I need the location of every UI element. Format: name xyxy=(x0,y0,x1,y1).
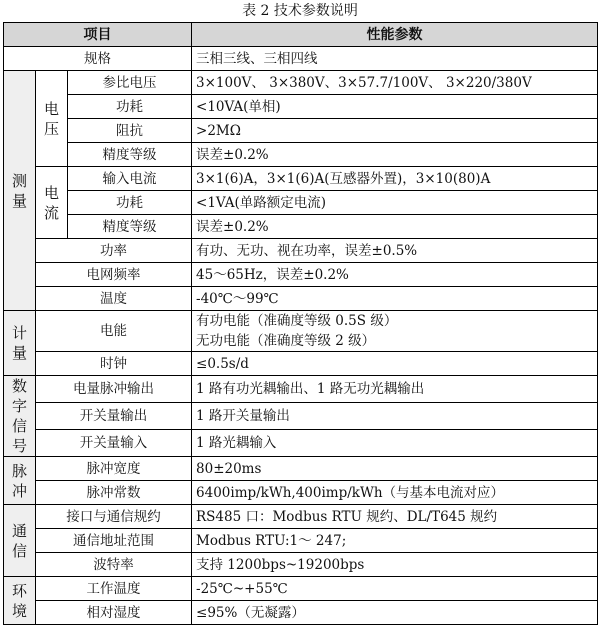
table-row xyxy=(4,287,598,311)
row-value: -25℃~+55℃ xyxy=(192,577,598,601)
table-row xyxy=(4,553,598,577)
group-communication: 通 信 xyxy=(4,505,36,577)
row-label: 接口与通信规约 xyxy=(36,505,192,529)
table-header-row xyxy=(4,23,598,47)
row-value: RS485 口：Modbus RTU 规约、DL/T645 规约 xyxy=(192,505,598,529)
table-row xyxy=(4,403,598,430)
table-row xyxy=(4,71,598,95)
table-row xyxy=(4,601,598,625)
row-value: 3×100V、 3×380V、3×57.7/100V、 3×220/380V xyxy=(192,71,598,95)
row-label: 功耗 xyxy=(68,95,192,119)
table-row xyxy=(4,376,598,403)
row-value: 误差±0.2% xyxy=(192,215,598,239)
row-value: ≤0.5s/d xyxy=(192,352,598,376)
row-label: 阻抗 xyxy=(68,119,192,143)
row-label: 波特率 xyxy=(36,553,192,577)
row-label: 电量脉冲输出 xyxy=(36,376,192,403)
row-value: 1 路光耦输入 xyxy=(192,430,598,457)
row-label: 脉冲宽度 xyxy=(36,457,192,481)
header-item: 项目 xyxy=(4,23,192,47)
row-value: 1 路开关量输出 xyxy=(192,403,598,430)
row-label: 功率 xyxy=(36,239,192,263)
table-row xyxy=(4,505,598,529)
row-value xyxy=(192,311,598,352)
table-row xyxy=(4,239,598,263)
row-label: 规格 xyxy=(4,47,192,71)
row-label: 精度等级 xyxy=(68,143,192,167)
row-value: Modbus RTU:1～ 247; xyxy=(192,529,598,553)
table-row xyxy=(4,215,598,239)
table-row xyxy=(4,577,598,601)
row-label: 开关量输入 xyxy=(36,430,192,457)
header-performance: 性能参数 xyxy=(192,23,598,47)
row-label: 电能 xyxy=(36,311,192,352)
row-value: <1VA(单路额定电流) xyxy=(192,191,598,215)
group-environment: 环 境 xyxy=(4,577,36,625)
row-label: 时钟 xyxy=(36,352,192,376)
table-caption: 表 2 技术参数说明 xyxy=(242,3,358,19)
table-row xyxy=(4,119,598,143)
row-value: 1 路有功光耦输出、1 路无功光耦输出 xyxy=(192,376,598,403)
row-value: 有功、无功、视在功率，误差±0.5% xyxy=(192,239,598,263)
table-row xyxy=(4,457,598,481)
row-label: 参比电压 xyxy=(68,71,192,95)
row-value: >2MΩ xyxy=(192,119,598,143)
table-row xyxy=(4,481,598,505)
row-label: 功耗 xyxy=(68,191,192,215)
row-value: -40℃～99℃ xyxy=(192,287,598,311)
tech-spec-table xyxy=(3,22,598,625)
row-label: 工作温度 xyxy=(36,577,192,601)
row-label: 相对湿度 xyxy=(36,601,192,625)
energy-active: 有功电能（准确度等级 0.5S 级） xyxy=(196,313,398,329)
table-row xyxy=(4,47,598,71)
row-label: 输入电流 xyxy=(68,167,192,191)
row-value: 80±20ms xyxy=(192,457,598,481)
subgroup-voltage: 电 压 xyxy=(36,71,68,167)
row-label: 开关量输出 xyxy=(36,403,192,430)
row-label: 温度 xyxy=(36,287,192,311)
table-row xyxy=(4,311,598,352)
table-row xyxy=(4,95,598,119)
row-label: 通信地址范围 xyxy=(36,529,192,553)
row-label: 精度等级 xyxy=(68,215,192,239)
row-value: ≤95%（无凝露） xyxy=(192,601,598,625)
row-value: 6400imp/kWh,400imp/kWh（与基本电流对应） xyxy=(192,481,598,505)
group-measure: 测 量 xyxy=(4,71,36,311)
group-pulse: 脉 冲 xyxy=(4,457,36,505)
row-value: 3×1(6)A，3×1(6)A(互感器外置)，3×10(80)A xyxy=(192,167,598,191)
table-row xyxy=(4,352,598,376)
row-value: 三相三线、三相四线 xyxy=(192,47,598,71)
table-row xyxy=(4,263,598,287)
table-row xyxy=(4,167,598,191)
subgroup-current: 电 流 xyxy=(36,167,68,239)
row-value: <10VA(单相) xyxy=(192,95,598,119)
row-label: 脉冲常数 xyxy=(36,481,192,505)
row-value: 45～65Hz，误差±0.2% xyxy=(192,263,598,287)
energy-reactive: 无功电能（准确度等级 2 级） xyxy=(196,333,376,349)
table-row xyxy=(4,430,598,457)
row-value: 误差±0.2% xyxy=(192,143,598,167)
table-row xyxy=(4,143,598,167)
table-row xyxy=(4,191,598,215)
group-digital-signal: 数 字 信 号 xyxy=(4,376,36,457)
row-label: 电网频率 xyxy=(36,263,192,287)
row-value: 支持 1200bps~19200bps xyxy=(192,553,598,577)
table-row xyxy=(4,529,598,553)
group-metering: 计 量 xyxy=(4,311,36,376)
